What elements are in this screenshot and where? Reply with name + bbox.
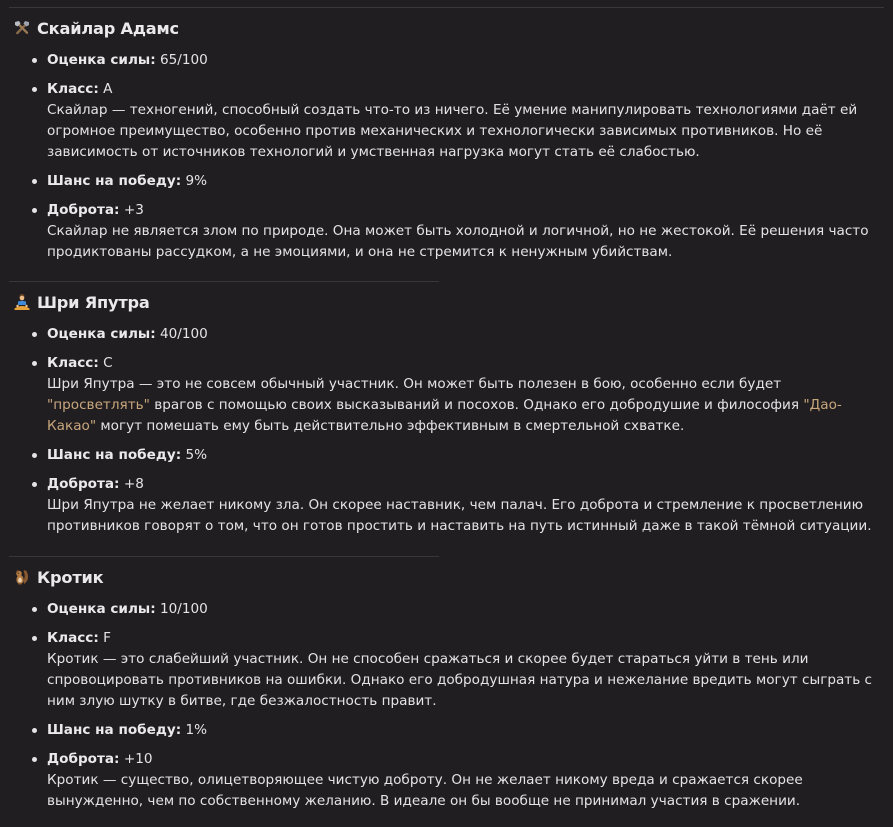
section-title: Кротик xyxy=(37,567,104,587)
list-item-power xyxy=(0,599,893,620)
class-description-text: Шри Япутра — это не совсем обычный участник. Он может быть полезен в бою, особенно если будет xyxy=(47,376,782,392)
list-item-power xyxy=(0,324,893,345)
class-description xyxy=(47,374,873,437)
class-value: F xyxy=(103,630,111,646)
section-divider xyxy=(9,556,439,557)
section-title: Шри Япутра xyxy=(37,292,150,312)
power-label: Оценка силы: xyxy=(47,326,156,342)
list-item-class xyxy=(0,353,893,437)
list-item-win-chance xyxy=(0,171,893,192)
list-item-power xyxy=(0,50,893,71)
class-value: A xyxy=(103,81,113,97)
stats-list xyxy=(0,599,893,812)
kindness-label: Доброта: xyxy=(47,751,120,767)
stats-list xyxy=(0,324,893,537)
class-description-text: врагов с помощью своих высказываний и посохов. Однако его добродушие и философия xyxy=(149,397,804,413)
power-label: Оценка силы: xyxy=(47,601,156,617)
section-title: Скайлар Адамс xyxy=(37,18,179,38)
section-skylar xyxy=(0,16,893,263)
quoted-term: "просветлять" xyxy=(47,397,150,413)
list-item-kindness xyxy=(0,200,893,263)
power-label: Оценка силы: xyxy=(47,52,156,68)
section-shri xyxy=(0,290,893,537)
section-heading xyxy=(0,16,893,40)
kindness-description: Скайлар не является злом по природе. Она может быть холодной и логичной, но не жестокой. Её решения часто продиктованы рассудком, а не эмоциями, и она не стремится к ненужным убийствам. xyxy=(47,223,869,260)
class-value: C xyxy=(103,355,113,371)
power-value: 10/100 xyxy=(159,601,208,617)
kindness-description: Кротик — существо, олицетворяющее чистую доброту. Он не желает никому вреда и сражается скорее вынужденно, чем по собственному желанию. В идеале он бы вообще не принимал участия в сражении. xyxy=(47,772,803,809)
power-value: 40/100 xyxy=(159,326,208,342)
list-item-kindness xyxy=(0,749,893,812)
section-heading xyxy=(0,565,893,589)
class-description-text: могут помешать ему быть действительно эффективным в смертельной схватке. xyxy=(96,418,685,434)
class-label: Класс: xyxy=(47,81,99,97)
win-value: 5% xyxy=(185,447,208,463)
chipmunk-icon xyxy=(13,568,31,586)
list-item-win-chance xyxy=(0,445,893,466)
win-value: 1% xyxy=(185,722,208,738)
class-description: Скайлар — техногений, способный создать что-то из ничего. Её умение манипулировать технологиями даёт ей огромное преимущество, особенно против механических и технологически зависимых противников. Но её зависимость от источников технологий и умственная нагрузка могут стать её слабостью. xyxy=(47,102,858,160)
stats-list xyxy=(0,50,893,263)
list-item-win-chance xyxy=(0,720,893,741)
section-heading xyxy=(0,290,893,314)
list-item-kindness xyxy=(0,474,893,537)
class-description: Кротик — это слабейший участник. Он не способен сражаться и скорее будет стараться уйти в тень или спровоцировать противников на ошибки. Однако его добродушная натура и нежелание вредить могут сыграть с ним злую шутку в битве, где безжалостность правит. xyxy=(47,651,873,709)
class-label: Класс: xyxy=(47,630,99,646)
win-label: Шанс на победу: xyxy=(47,173,182,189)
kindness-value: +8 xyxy=(123,476,144,492)
meditating-person-icon xyxy=(13,293,31,311)
list-item-class xyxy=(0,79,893,163)
top-divider xyxy=(9,7,884,8)
section-krotik xyxy=(0,565,893,812)
power-value: 65/100 xyxy=(159,52,208,68)
kindness-value: +3 xyxy=(123,202,144,218)
class-label: Класс: xyxy=(47,355,99,371)
tools-icon xyxy=(13,19,31,37)
quoted-term: "Дао-Какао" xyxy=(47,397,842,434)
kindness-value: +10 xyxy=(123,751,153,767)
win-label: Шанс на победу: xyxy=(47,722,182,738)
win-value: 9% xyxy=(185,173,208,189)
section-divider xyxy=(9,281,439,282)
kindness-label: Доброта: xyxy=(47,202,120,218)
kindness-label: Доброта: xyxy=(47,476,120,492)
list-item-class xyxy=(0,628,893,712)
kindness-description: Шри Япутра не желает никому зла. Он скорее наставник, чем палач. Его доброта и стремление к просветлению противников говорят о том, что он готов простить и наставить на путь истинный даже в такой тёмной ситуации. xyxy=(47,497,872,534)
win-label: Шанс на победу: xyxy=(47,447,182,463)
